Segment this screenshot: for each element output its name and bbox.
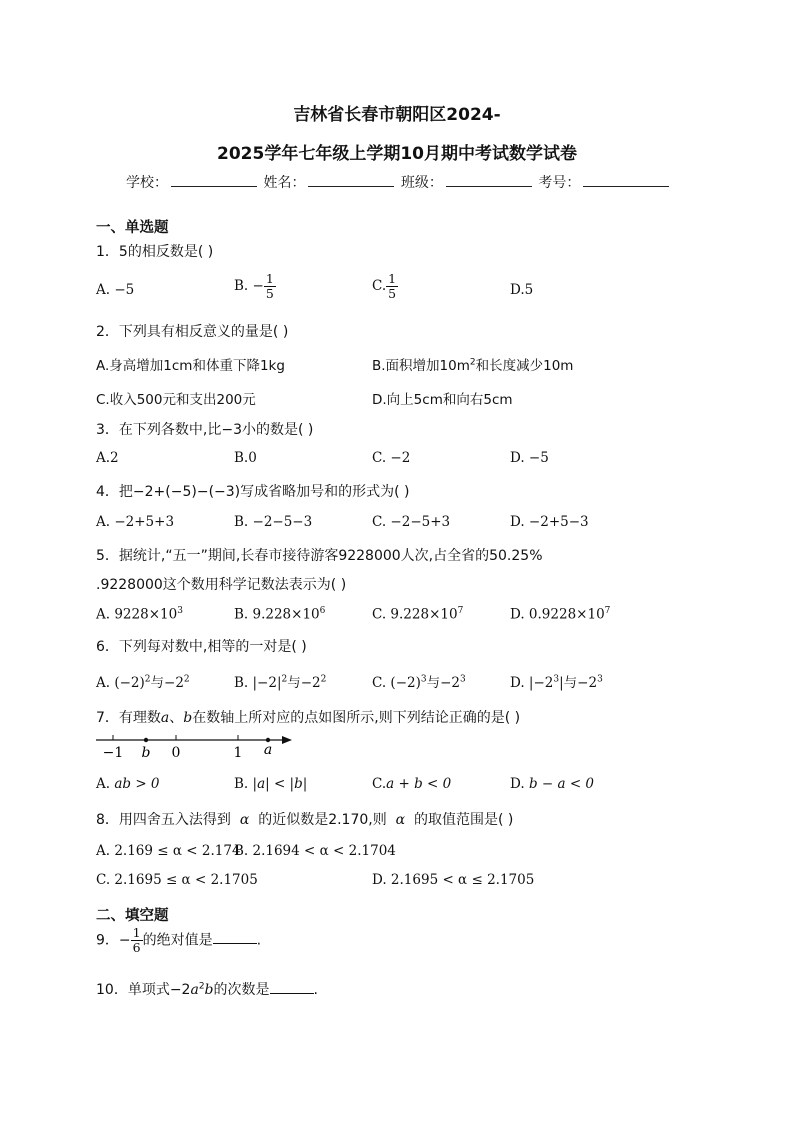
question-8-stem bbox=[96, 809, 513, 829]
question-2-stem: 2．下列具有相反意义的量是( ) bbox=[96, 324, 289, 340]
fraction bbox=[264, 272, 276, 301]
class-blank bbox=[446, 173, 532, 187]
question-6-option-b bbox=[234, 671, 326, 691]
superscript: 3 bbox=[420, 674, 427, 685]
exam-no-label: 考号： bbox=[538, 175, 581, 191]
point-b bbox=[144, 738, 148, 742]
absolute-bar: | bbox=[559, 675, 564, 691]
question-5-stem-line2: .9228000这个数用科学记数法表示为( ) bbox=[96, 577, 347, 593]
variable-alpha: α bbox=[239, 812, 250, 828]
option-expression: |a| < |b| bbox=[252, 776, 308, 792]
variable-a: a bbox=[160, 710, 170, 726]
answer-blank[interactable] bbox=[270, 981, 314, 994]
stem-text: . bbox=[313, 982, 318, 998]
number-line-diagram bbox=[94, 732, 300, 762]
option-expression: b − a < 0 bbox=[528, 776, 595, 792]
superscript: 2 bbox=[144, 674, 151, 685]
option-expression: a + b < 0 bbox=[386, 776, 452, 792]
page-title-line1: 吉林省长春市朝阳区2024- bbox=[293, 105, 501, 125]
question-1-stem: 1．5的相反数是( ) bbox=[96, 244, 214, 260]
question-3-stem: 3．在下列各数中,比−3小的数是( ) bbox=[96, 422, 314, 438]
question-1-option-a: A. −5 bbox=[96, 282, 135, 298]
stem-text: 7．有理数 bbox=[96, 710, 161, 726]
number-line-arrow bbox=[282, 736, 292, 744]
student-info-row bbox=[126, 172, 671, 192]
stem-text: 在数轴上所对应的点如图所示,则下列结论正确的是( ) bbox=[192, 710, 521, 726]
stem-text: 、 bbox=[169, 710, 184, 726]
question-5-option-d bbox=[510, 606, 610, 623]
question-1-option-d: D.5 bbox=[510, 282, 534, 298]
question-7-stem bbox=[96, 707, 520, 727]
stem-text: 的次数是 bbox=[213, 982, 270, 998]
option-text: 与−2 bbox=[150, 675, 184, 691]
superscript: 3 bbox=[177, 606, 183, 616]
question-3-option-d: D. −5 bbox=[510, 450, 549, 466]
question-4-option-c: C. −2−5+3 bbox=[372, 514, 451, 530]
name-blank bbox=[308, 173, 394, 187]
superscript: 7 bbox=[604, 606, 611, 616]
question-10 bbox=[96, 979, 318, 999]
stem-text: 的近似数是2.170,则 bbox=[258, 812, 387, 828]
option-prefix: C. bbox=[372, 776, 387, 792]
question-2-option-d: D.向上5cm和向右5cm bbox=[372, 392, 513, 408]
section-heading-single-choice: 一、单选题 bbox=[96, 220, 169, 236]
option-b-text: B.面积增加10m bbox=[372, 358, 470, 374]
option-prefix: D. bbox=[510, 776, 525, 792]
question-7-option-a bbox=[96, 776, 160, 792]
fraction-numerator: 1 bbox=[265, 271, 274, 286]
option-expression: ab > 0 bbox=[114, 776, 160, 792]
question-3-option-b: B.0 bbox=[234, 450, 257, 466]
option-prefix: A. bbox=[96, 776, 111, 792]
superscript: 3 bbox=[553, 674, 560, 685]
option-text: 与−2 bbox=[563, 675, 598, 691]
school-blank bbox=[171, 173, 257, 187]
option-prefix: B. bbox=[234, 776, 249, 792]
question-8-option-b: B. 2.1694 < α < 2.1704 bbox=[234, 843, 396, 859]
question-2-option-c: C.收入500元和支出200元 bbox=[96, 392, 256, 408]
question-4-option-b: B. −2−5−3 bbox=[234, 514, 313, 530]
variable-b: b bbox=[183, 710, 193, 726]
question-2-option-b bbox=[372, 354, 573, 374]
question-5-option-b bbox=[234, 606, 325, 623]
option-b-prefix: B. − bbox=[234, 277, 264, 294]
option-c-prefix: C. bbox=[372, 277, 387, 294]
exam-no-blank bbox=[583, 173, 669, 187]
question-6-stem: 6．下列每对数中,相等的一对是( ) bbox=[96, 639, 307, 655]
variable-alpha: α bbox=[395, 812, 406, 828]
stem-text: 的取值范围是( ) bbox=[414, 812, 514, 828]
variable-b: b bbox=[204, 982, 214, 998]
option-text: B. |−2| bbox=[234, 675, 282, 691]
label-b: b bbox=[141, 745, 151, 761]
question-5-stem-line1: 5．据统计,“五一”期间,长春市接待游客9228000人次,占全省的50.25% bbox=[96, 548, 543, 564]
class-label: 班级： bbox=[400, 175, 443, 191]
school-label: 学校： bbox=[126, 175, 168, 191]
question-8-option-c: C. 2.1695 ≤ α < 2.1705 bbox=[96, 872, 258, 888]
question-5-option-c bbox=[372, 606, 463, 623]
stem-text: 的绝对值是 bbox=[142, 932, 213, 949]
option-text: 与−2 bbox=[426, 675, 461, 691]
superscript: 3 bbox=[460, 674, 466, 685]
superscript: 2 bbox=[281, 674, 288, 685]
stem-text: 8．用四舍五入法得到 bbox=[96, 812, 231, 828]
question-3-option-c: C. −2 bbox=[372, 450, 411, 466]
question-2-option-a: A.身高增加1cm和体重下降1kg bbox=[96, 358, 285, 374]
label-zero: 0 bbox=[171, 745, 181, 761]
question-7-option-c bbox=[372, 776, 451, 792]
option-text: C. (−2) bbox=[372, 675, 421, 691]
option-text: C. 9.228×10 bbox=[372, 606, 458, 623]
question-8-option-a: A. 2.169 ≤ α < 2.174 bbox=[96, 843, 241, 859]
option-b-text-end: 和长度减少10m bbox=[475, 358, 574, 374]
label-a: a bbox=[263, 742, 273, 758]
superscript: 3 bbox=[597, 674, 603, 685]
fraction-numerator: 1 bbox=[388, 271, 397, 286]
fraction-denominator: 6 bbox=[132, 939, 141, 955]
question-6-option-a bbox=[96, 671, 190, 691]
option-text: D. |−2 bbox=[510, 675, 554, 691]
superscript: 2 bbox=[320, 674, 327, 685]
variable-a: a bbox=[190, 982, 199, 998]
question-3-option-a: A.2 bbox=[96, 450, 119, 466]
fraction-denominator: 5 bbox=[388, 285, 397, 301]
fraction-denominator: 5 bbox=[265, 285, 274, 301]
fraction bbox=[131, 926, 143, 955]
stem-text: . bbox=[256, 932, 262, 949]
question-6-option-c bbox=[372, 671, 466, 691]
question-4-option-d: D. −2+5−3 bbox=[510, 514, 589, 530]
superscript: 6 bbox=[319, 606, 326, 616]
question-9 bbox=[96, 926, 261, 955]
option-text: D. 0.9228×10 bbox=[510, 606, 605, 623]
section-heading-fill-blank: 二、填空题 bbox=[96, 908, 169, 924]
option-text: B. 9.228×10 bbox=[234, 606, 320, 623]
question-7-option-b bbox=[234, 776, 307, 792]
question-1-option-b bbox=[234, 272, 276, 301]
page-title-line2: 2025学年七年级上学期10月期中考试数学试卷 bbox=[217, 144, 577, 164]
question-1-option-c bbox=[372, 272, 398, 301]
fraction-numerator: 1 bbox=[132, 925, 141, 940]
name-label: 姓名： bbox=[263, 175, 306, 191]
superscript: 7 bbox=[457, 606, 464, 616]
option-text: A. (−2) bbox=[96, 675, 145, 691]
question-7-option-d bbox=[510, 776, 594, 792]
question-4-option-a: A. −2+5+3 bbox=[96, 514, 175, 530]
answer-blank[interactable] bbox=[213, 931, 257, 944]
stem-text: 9．− bbox=[96, 932, 131, 949]
question-5-option-a bbox=[96, 606, 183, 623]
stem-text: 10．单项式−2 bbox=[96, 982, 191, 998]
label-minus-one: −1 bbox=[102, 745, 124, 761]
option-text: 与−2 bbox=[287, 675, 321, 691]
question-4-stem: 4．把−2+(−5)−(−3)写成省略加号和的形式为( ) bbox=[96, 484, 410, 500]
fraction bbox=[386, 272, 398, 301]
superscript: 2 bbox=[183, 674, 190, 685]
option-text: A. 9228×10 bbox=[96, 606, 178, 623]
label-one: 1 bbox=[233, 745, 243, 761]
question-6-option-d bbox=[510, 671, 603, 691]
question-8-option-d: D. 2.1695 < α ≤ 2.1705 bbox=[372, 872, 535, 888]
superscript: 2 bbox=[469, 357, 476, 368]
superscript: 2 bbox=[198, 981, 205, 992]
